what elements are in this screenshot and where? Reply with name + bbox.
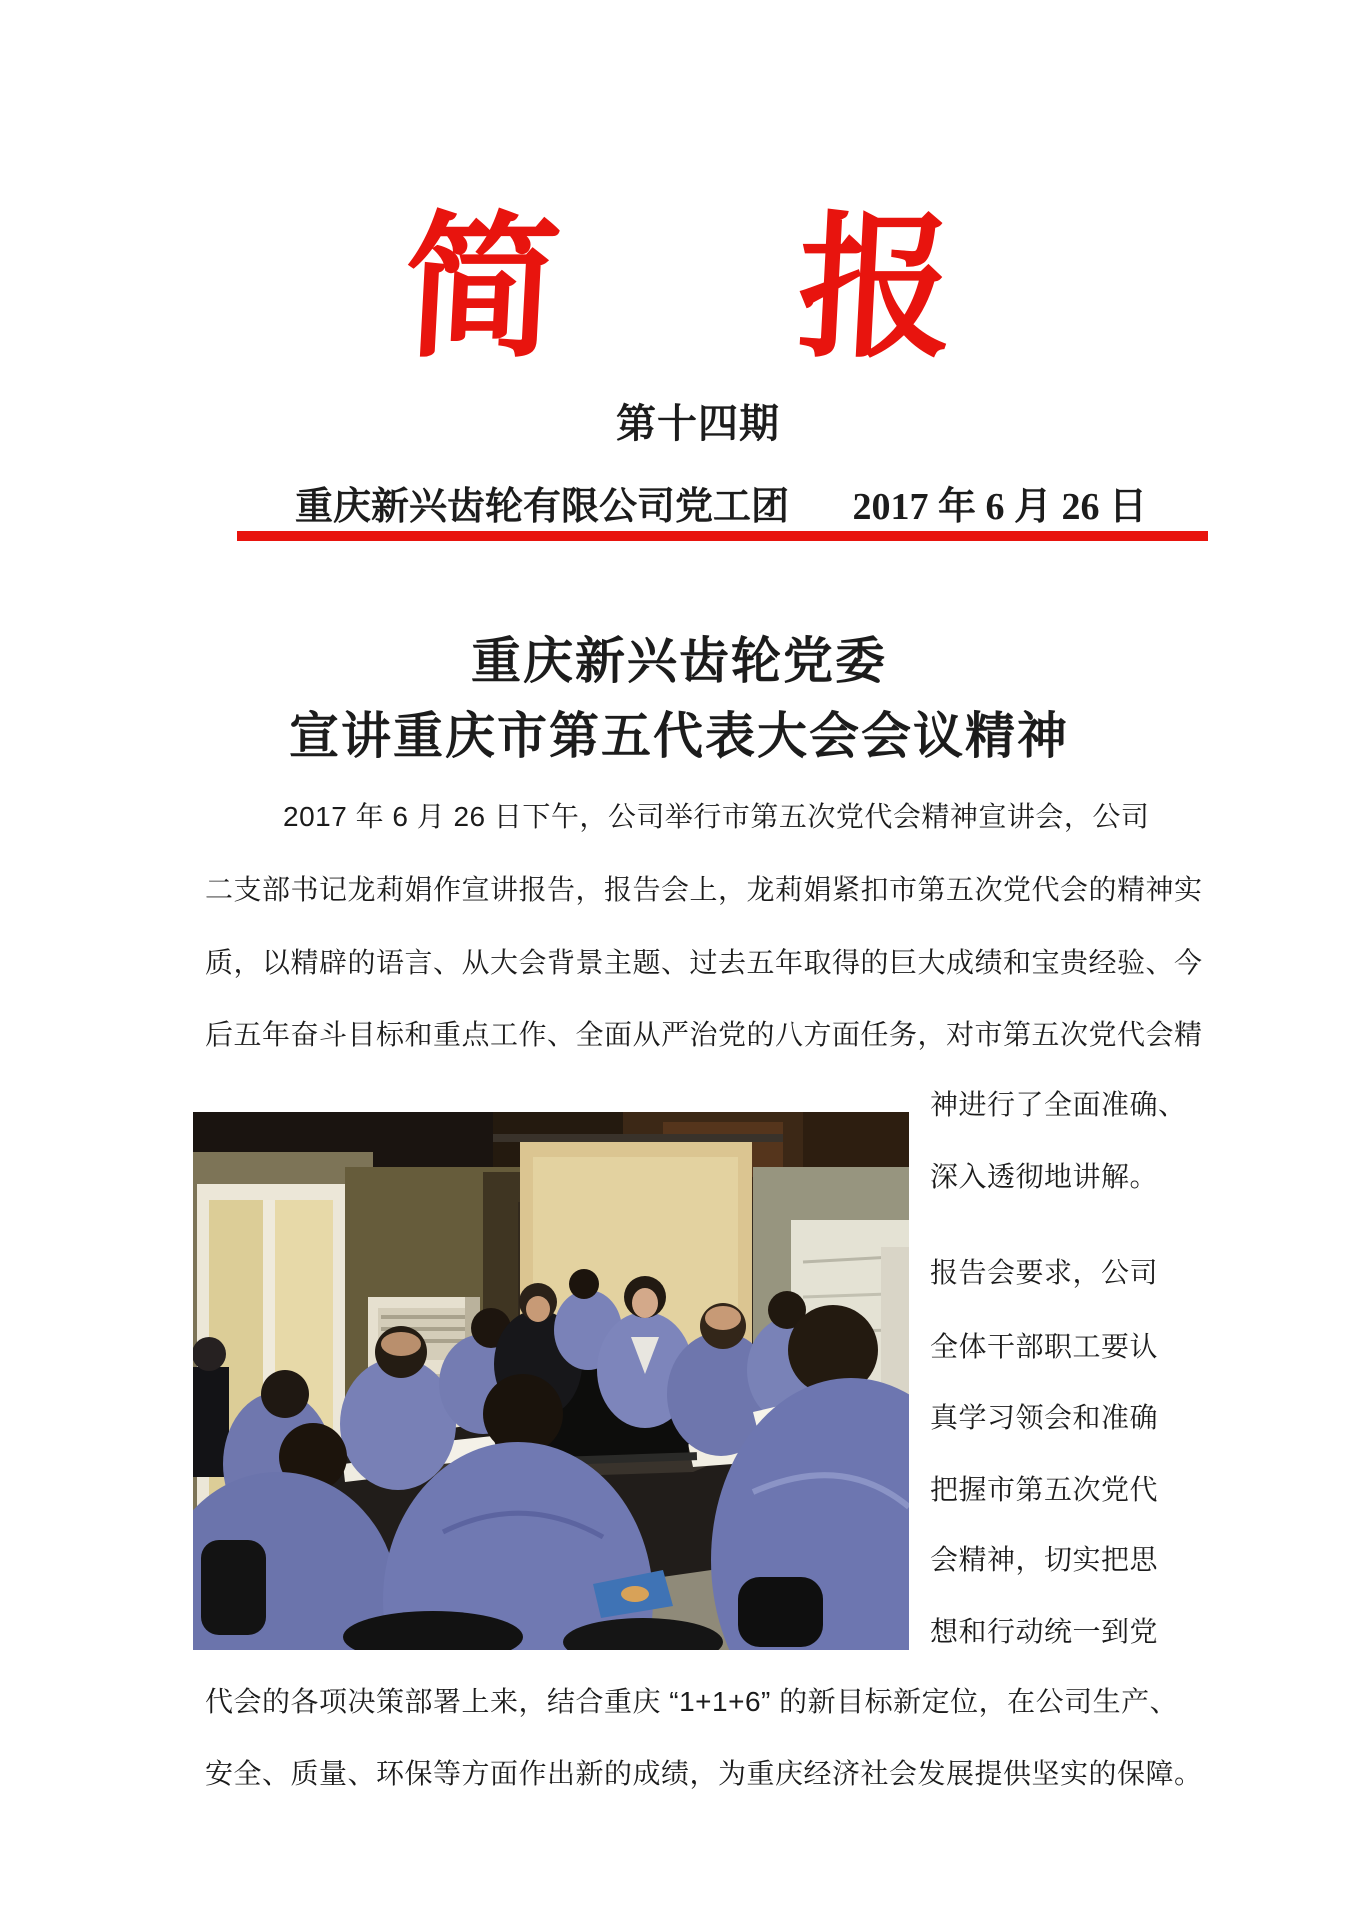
- masthead-char-jian: 简: [399, 203, 565, 376]
- body-line: 安全、质量、环保等方面作出新的成绩，为重庆经济社会发展提供坚实的保障。: [205, 1758, 1203, 1789]
- body-line: 把握市第五次党代: [930, 1474, 1159, 1505]
- meeting-photo: [193, 1112, 909, 1650]
- body-line: 真学习领会和准确: [930, 1402, 1159, 1433]
- article-title-line1: 重庆新兴齿轮党委: [471, 633, 887, 689]
- date-label: 2017 年 6 月 26 日: [852, 486, 1147, 528]
- body-line: 后五年奋斗目标和重点工作、全面从严治党的八方面任务，对市第五次党代会精: [205, 1019, 1203, 1050]
- article-title-line2: 宣讲重庆市第五代表大会会议精神: [289, 708, 1069, 764]
- body-line: 全体干部职工要认: [930, 1331, 1159, 1362]
- body-line: 神进行了全面准确、: [930, 1089, 1187, 1120]
- body-line: 会精神，切实把思: [930, 1544, 1159, 1575]
- photo-screen-rod: [493, 1134, 783, 1142]
- masthead-title: [0, 203, 1358, 376]
- publisher-label: 重庆新兴齿轮有限公司党工团: [295, 486, 790, 528]
- header-row: [295, 486, 1147, 530]
- body-line: 2017 年 6 月 26 日下午，公司举行市第五次党代会精神宣讲会，公司: [283, 801, 1150, 832]
- body-line: 想和行动统一到党: [930, 1616, 1159, 1647]
- issue-number: 第十四期: [616, 402, 780, 446]
- photo-chair: [201, 1540, 266, 1635]
- photo-chair: [738, 1577, 823, 1647]
- body-line: 深入透彻地讲解。: [930, 1161, 1159, 1192]
- body-line: 二支部书记龙莉娟作宣讲报告，报告会上，龙莉娟紧扣市第五次党代会的精神实: [205, 874, 1203, 905]
- body-line: 质，以精辟的语言、从大会背景主题、过去五年取得的巨大成绩和宝贵经验、今: [205, 947, 1203, 978]
- body-line: 代会的各项决策部署上来，结合重庆 “1+1+6” 的新目标新定位，在公司生产、: [205, 1686, 1179, 1717]
- red-divider-rule: [237, 531, 1208, 541]
- masthead-char-bao: 报: [793, 203, 959, 376]
- body-line: 报告会要求，公司: [930, 1257, 1159, 1288]
